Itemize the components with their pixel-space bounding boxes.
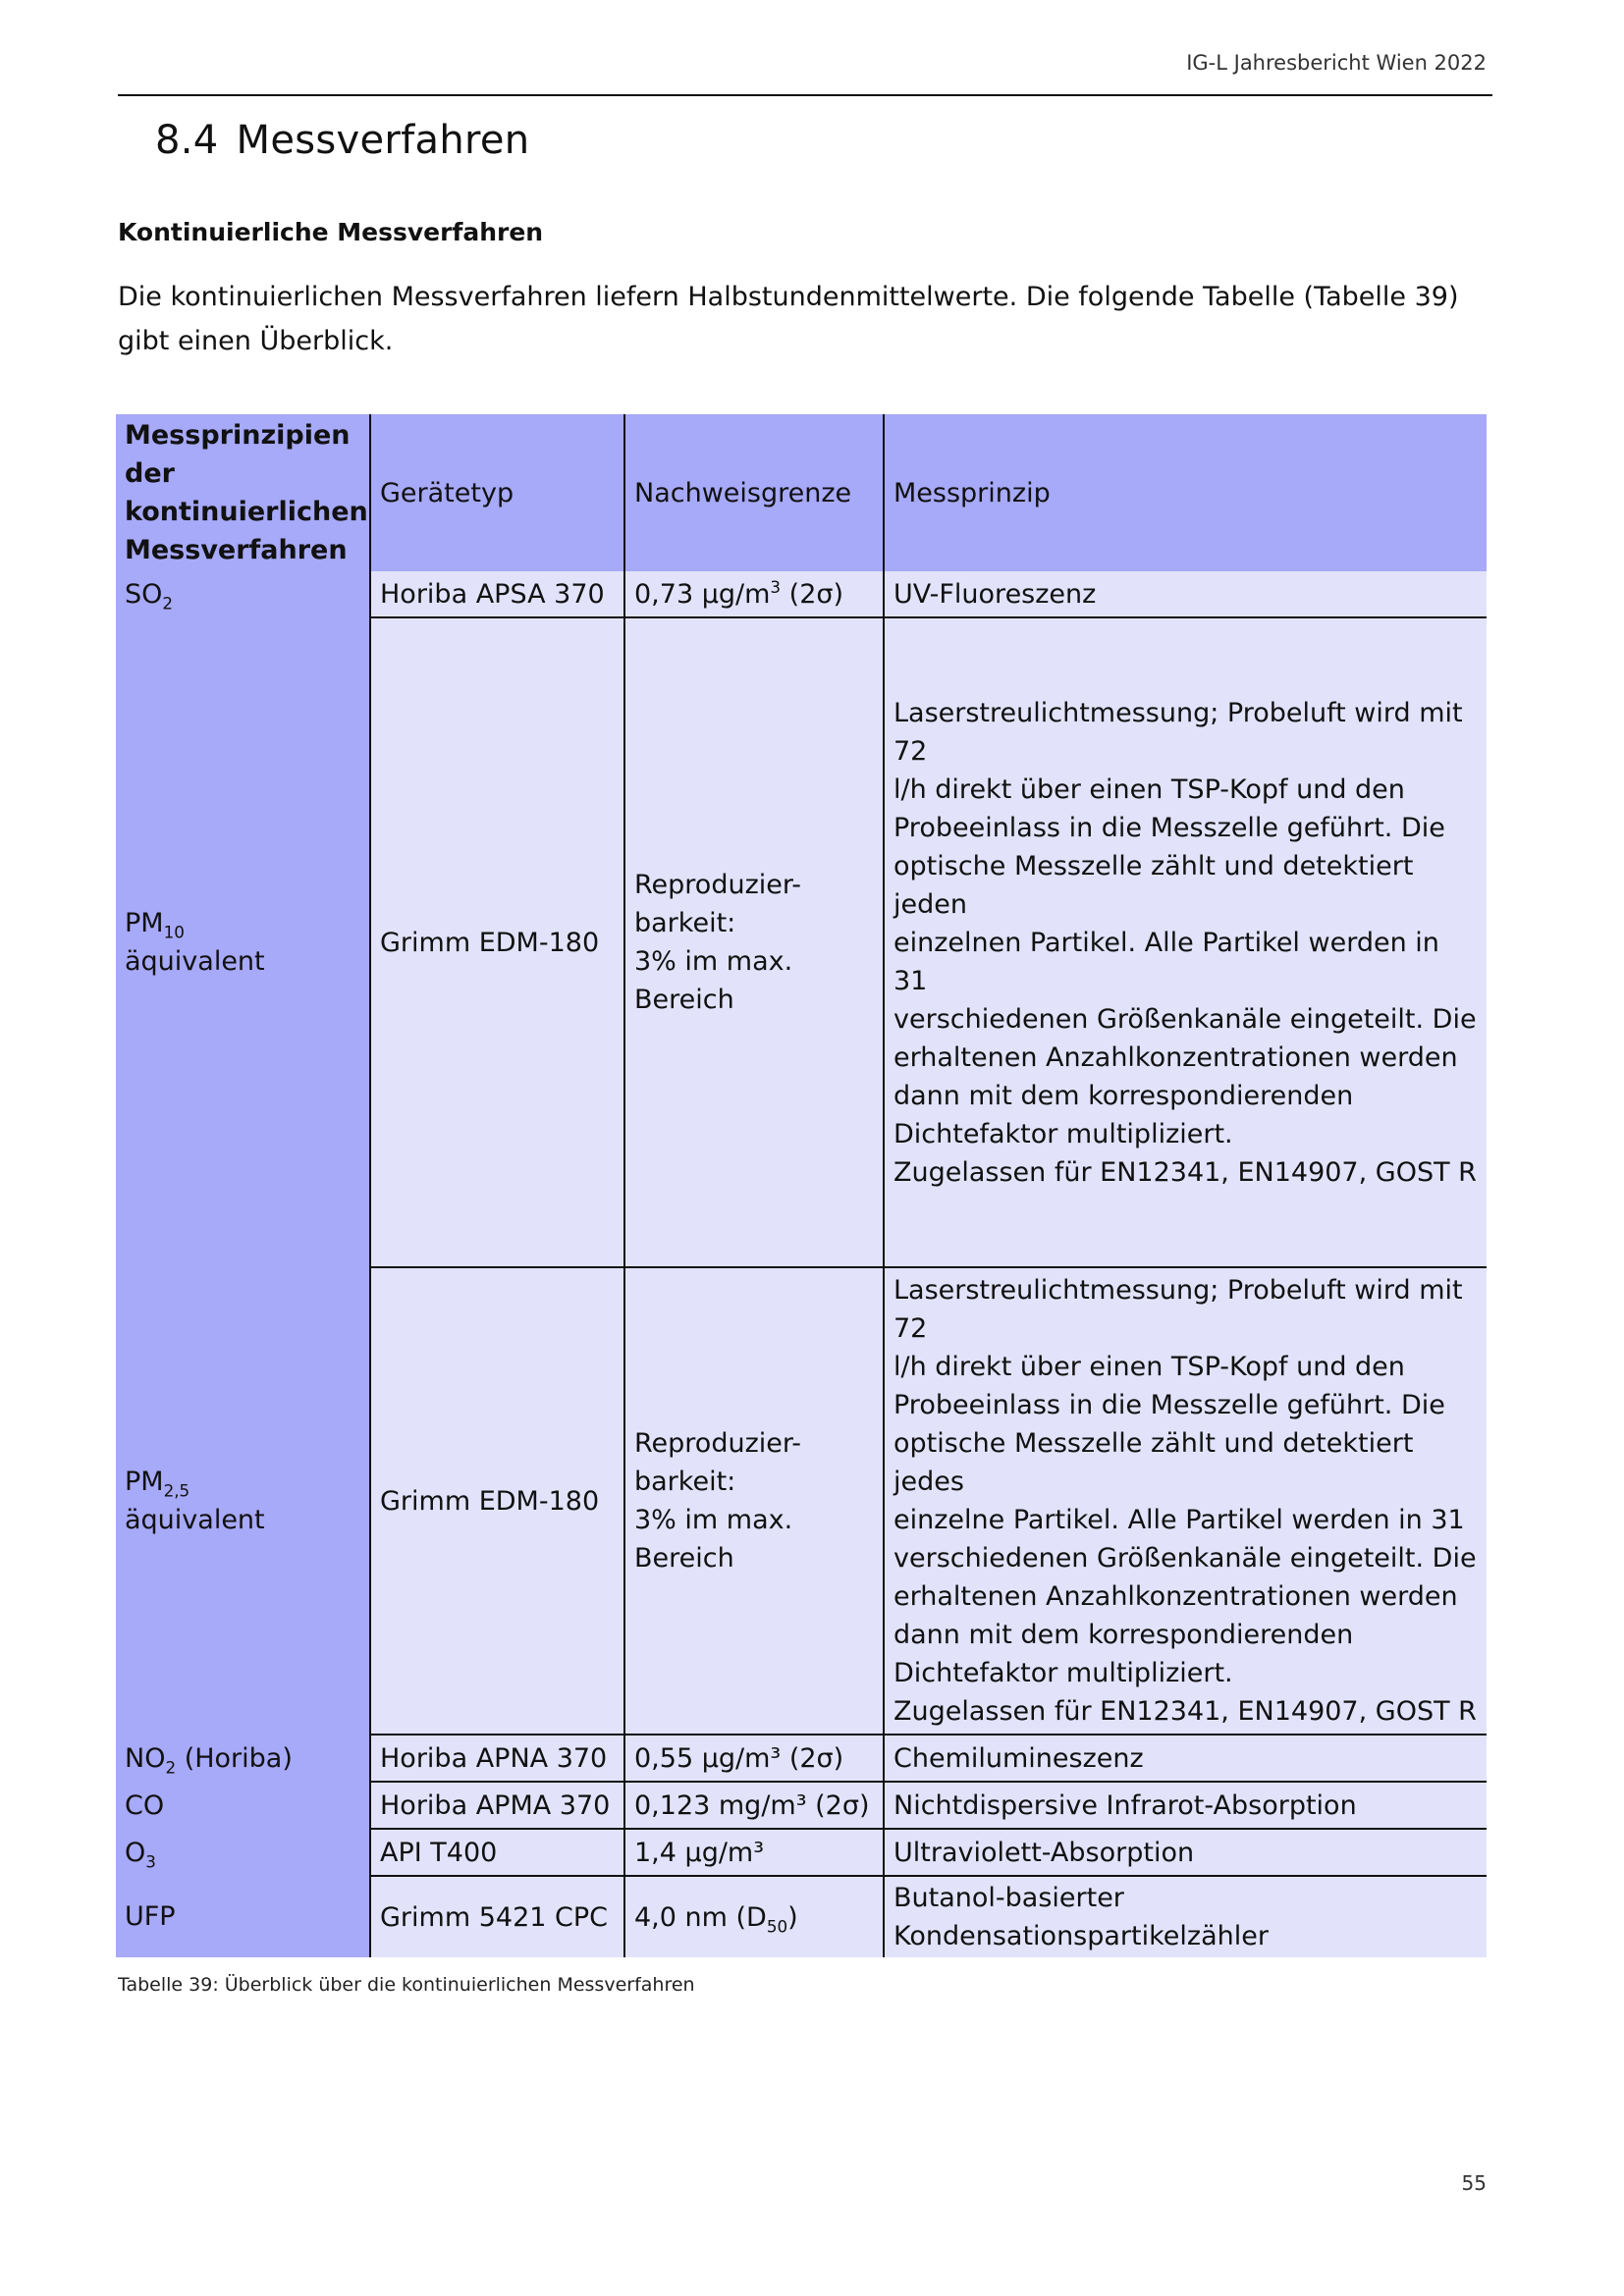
component-suffix: (Horiba): [176, 1742, 293, 1774]
limit-tail: (2σ): [781, 578, 844, 610]
component-subscript: 3: [145, 1850, 156, 1871]
component-cell: [116, 1267, 370, 1735]
component-cell: [116, 571, 370, 617]
table-row: [116, 1267, 1487, 1735]
table-header-row: [116, 414, 1487, 571]
component-name-line: [125, 1463, 360, 1501]
principle-line: dann mit dem korrespondierenden: [893, 1080, 1354, 1111]
device-cell: Grimm EDM-180: [370, 617, 624, 1267]
table-row: [116, 1876, 1487, 1957]
principle-line: einzelnen Partikel. Alle Partikel werden in 31: [893, 927, 1439, 996]
header-measuring-principle: Messprinzip: [884, 414, 1487, 571]
device-cell: Horiba APMA 370: [370, 1782, 624, 1829]
limit-value: 4,0 nm (D: [634, 1901, 767, 1933]
limit-tail: ): [787, 1901, 798, 1933]
limit-line: barkeit:: [634, 908, 736, 938]
principle-line: einzelne Partikel. Alle Partikel werden in 31: [893, 1505, 1465, 1535]
principle-line: optische Messzelle zählt und detektiert jeden: [893, 850, 1414, 920]
component-name: O: [125, 1837, 146, 1868]
principle-line: dann mit dem korrespondierenden: [893, 1620, 1354, 1650]
device-cell: API T400: [370, 1829, 624, 1876]
component-cell: [116, 1735, 370, 1782]
principle-cell: [884, 1876, 1487, 1957]
limit-cell: 0,123 mg/m³ (2σ): [624, 1782, 884, 1829]
principle-line: Probeeinlass in die Messzelle geführt. Die: [893, 1390, 1445, 1420]
principle-line: erhaltenen Anzahlkonzentrationen werden: [893, 1041, 1458, 1073]
limit-cell: 1,4 µg/m³: [624, 1829, 884, 1876]
header-line: kontinuierlichen: [125, 497, 368, 527]
principle-cell: Nichtdispersive Infrarot-Absorption: [884, 1782, 1487, 1829]
header-rule: [118, 94, 1492, 96]
component-name: PM: [125, 1467, 164, 1497]
limit-cell: [624, 617, 884, 1267]
measurement-methods-table: [116, 414, 1487, 1957]
principle-line: Kondensationspartikelzähler: [893, 1921, 1269, 1951]
component-subscript: 2: [165, 1756, 177, 1777]
principle-cell: [884, 1267, 1487, 1735]
component-name: NO: [125, 1742, 166, 1774]
component-suffix: äquivalent: [125, 1505, 265, 1535]
table-row: [116, 1735, 1487, 1782]
device-cell: Horiba APSA 370: [370, 571, 624, 617]
principle-line: Zugelassen für EN12341, EN14907, GOST R: [893, 1156, 1477, 1188]
principle-line: l/h direkt über einen TSP-Kopf und den: [893, 774, 1405, 805]
component-name: PM: [125, 908, 164, 938]
principle-cell: Chemilumineszenz: [884, 1735, 1487, 1782]
table-row: [116, 1782, 1487, 1829]
device-cell: Grimm 5421 CPC: [370, 1876, 624, 1957]
principle-cell: UV-Fluoreszenz: [884, 571, 1487, 617]
limit-cell: [624, 571, 884, 617]
component-name-line: [125, 904, 360, 942]
section-heading: [155, 118, 529, 163]
limit-cell: [624, 1876, 884, 1957]
limit-line: barkeit:: [634, 1467, 736, 1497]
table-caption: Tabelle 39: Überblick über die kontinuierlichen Messverfahren: [118, 1974, 695, 1996]
component-subscript: 2: [162, 593, 174, 614]
table-row: [116, 617, 1487, 1267]
limit-superscript: 3: [770, 576, 782, 597]
limit-line: Bereich: [634, 985, 734, 1015]
component-name: SO: [125, 579, 163, 610]
table-row: [116, 1829, 1487, 1876]
limit-cell: 0,55 µg/m³ (2σ): [624, 1735, 884, 1782]
header-detection-limit: Nachweisgrenze: [624, 414, 884, 571]
limit-line: Reproduzier-: [634, 870, 801, 900]
running-header: IG-L Jahresbericht Wien 2022: [1186, 51, 1487, 75]
component-cell: CO: [116, 1782, 370, 1829]
principle-line: Butanol-basierter: [893, 1883, 1124, 1913]
limit-value: 0,73 µg/m: [634, 578, 771, 610]
limit-line: 3% im max.: [634, 1505, 793, 1535]
principle-line: Zugelassen für EN12341, EN14907, GOST R: [893, 1696, 1477, 1727]
component-cell: [116, 617, 370, 1267]
limit-cell: [624, 1267, 884, 1735]
device-cell: Grimm EDM-180: [370, 1267, 624, 1735]
principle-line: Dichtefaktor multipliziert.: [893, 1658, 1233, 1688]
principle-line: verschiedenen Größenkanäle eingeteilt. Die: [893, 1543, 1477, 1574]
header-line: der: [125, 458, 175, 489]
device-cell: Horiba APNA 370: [370, 1735, 624, 1782]
section-number: 8.4: [155, 118, 219, 163]
principle-line: Laserstreulichtmessung; Probeluft wird mit 72: [893, 697, 1463, 767]
principle-cell: [884, 617, 1487, 1267]
component-suffix: äquivalent: [125, 946, 265, 977]
limit-line: 3% im max.: [634, 946, 793, 977]
header-measuring-principles: [116, 414, 370, 571]
component-cell: [116, 1829, 370, 1876]
principle-line: erhaltenen Anzahlkonzentrationen werden: [893, 1581, 1458, 1612]
limit-subscript: 50: [766, 1915, 788, 1936]
principle-line: Laserstreulichtmessung; Probeluft wird mit 72: [893, 1275, 1463, 1344]
principle-line: Dichtefaktor multipliziert.: [893, 1118, 1233, 1149]
component-cell: UFP: [116, 1876, 370, 1957]
table-row: [116, 571, 1487, 617]
header-device-type: Gerätetyp: [370, 414, 624, 571]
principle-line: l/h direkt über einen TSP-Kopf und den: [893, 1352, 1405, 1382]
subheading: Kontinuierliche Messverfahren: [118, 218, 544, 246]
principle-cell: Ultraviolett-Absorption: [884, 1829, 1487, 1876]
section-title: Messverfahren: [236, 118, 530, 163]
component-subscript: 2,5: [163, 1480, 190, 1501]
header-line: Messprinzipien: [125, 420, 351, 451]
limit-line: Bereich: [634, 1543, 734, 1574]
component-subscript: 10: [163, 922, 185, 942]
principle-line: optische Messzelle zählt und detektiert jedes: [893, 1428, 1414, 1497]
principle-line: verschiedenen Größenkanäle eingeteilt. Die: [893, 1003, 1477, 1035]
intro-paragraph: Die kontinuierlichen Messverfahren liefern Halbstundenmittelwerte. Die folgende Tabelle (Tabelle 39) gibt einen Überblick.: [118, 282, 1459, 356]
page-number: 55: [1461, 2171, 1487, 2195]
header-line: Messverfahren: [125, 535, 348, 565]
limit-line: Reproduzier-: [634, 1428, 801, 1459]
principle-line: Probeeinlass in die Messzelle geführt. Die: [893, 812, 1445, 843]
